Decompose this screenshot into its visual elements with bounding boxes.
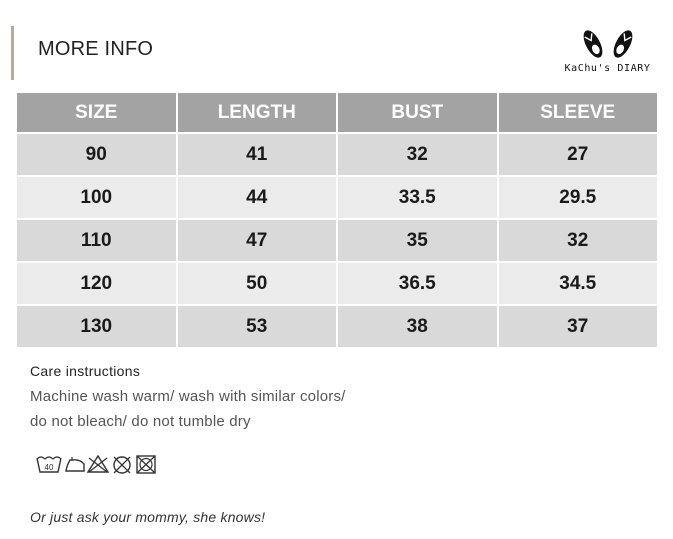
cell-bust: 33.5 [337,176,498,219]
shoes-logo-icon [580,22,636,62]
table-row [16,262,658,305]
cell-sleeve: 34.5 [498,262,659,305]
table-header-row [16,92,658,133]
cell-size: 130 [16,305,177,348]
no-dryer-icon [137,456,155,473]
cell-size: 90 [16,133,177,176]
cell-length: 41 [177,133,338,176]
iron-icon [66,457,84,471]
no-bleach-icon [88,456,108,472]
footer-note: Or just ask your mommy, she knows! [30,509,266,525]
care-instructions-line: Machine wash warm/ wash with similar colors/ [30,388,346,405]
cell-size: 120 [16,262,177,305]
cell-size: 110 [16,219,177,262]
table-row [16,305,658,348]
column-header-sleeve: SLEEVE [498,92,659,133]
cell-size: 100 [16,176,177,219]
cell-bust: 38 [337,305,498,348]
cell-sleeve: 32 [498,219,659,262]
column-header-length: LENGTH [177,92,338,133]
cell-sleeve: 29.5 [498,176,659,219]
column-header-size: SIZE [16,92,177,133]
column-header-bust: BUST [337,92,498,133]
wash-40-icon [37,457,61,472]
cell-length: 50 [177,262,338,305]
care-instructions-title: Care instructions [30,363,141,379]
cell-bust: 36.5 [337,262,498,305]
page-title: MORE INFO [38,38,154,60]
cell-length: 53 [177,305,338,348]
cell-bust: 32 [337,133,498,176]
accent-bar [11,26,14,80]
table-row [16,176,658,219]
brand-logo [550,22,665,78]
cell-length: 44 [177,176,338,219]
table-row [16,133,658,176]
cell-bust: 35 [337,219,498,262]
wash-temp-label: 40 [44,463,54,472]
care-instructions-line: do not bleach/ do not tumble dry [30,413,251,430]
brand-name: KaChu's DIARY [564,63,651,74]
care-symbols [36,454,160,476]
size-table [15,91,659,349]
no-tumble-dry-icon [114,457,130,473]
cell-sleeve: 37 [498,305,659,348]
cell-sleeve: 27 [498,133,659,176]
cell-length: 47 [177,219,338,262]
table-row [16,219,658,262]
